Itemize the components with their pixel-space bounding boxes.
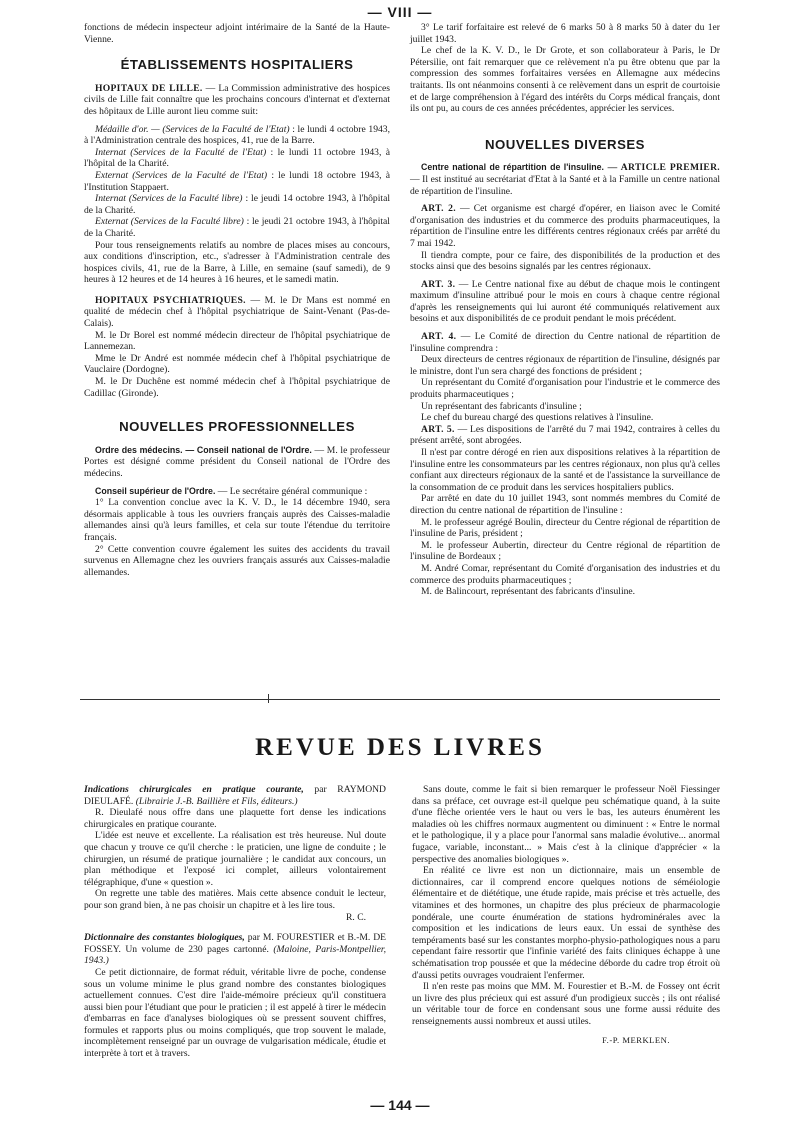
concours-label: Internat (Services de la Faculté libre): [95, 193, 243, 205]
concours-label: Internat (Services de la Faculté de l'Etat): [95, 146, 267, 158]
article-label: ART. 4.: [421, 331, 457, 343]
paragraph-psy-3: Mme le Dr André est nommée médecin chef à l'hôpital psychiatrique de Vauclaire (Dordogne).: [84, 352, 390, 376]
member-1: M. le professeur agrégé Boulin, directeur du Centre régional de répartition de l'insuline de Paris, président ;: [410, 516, 720, 540]
review-p1: Sans doute, comme le fait si bien remarquer le professeur Noël Fiessinger dans sa préface, cet ouvrage est-il quelque peu schématique quand, à la suite d'une flèche orientée vers le haut ou vers le bas, les auteurs énumèrent les maladies où les chiffres normaux augmentent ou diminuent : « Entre le normal et le pathologique, il y a place pour l'anormal sans maladie évolutive... anormal fugace, variable, inconstant... » Mais c'est à la clinique d'apprécier « la perspective des anomalies biologiques ».: [412, 784, 720, 865]
member-4: M. de Balincourt, représentant des fabricants d'insuline.: [421, 586, 636, 598]
paragraph-arrete: Par arrêté en date du 10 juillet 1943, sont nommés membres du Comité de direction du centre national de répartition de l'insuline :: [410, 493, 720, 516]
article-3: [410, 279, 720, 325]
paragraph-conseil-2: 2° Cette convention couvre également les suites des accidents du travail survenus en Allemagne chez les ouvriers français assurés aux Caisses-maladie allemandes.: [84, 543, 390, 578]
left-column: [84, 22, 390, 578]
article-text: — Le Centre national fixe au début de chaque mois le contingent maximum d'insuline attribué pour le mois en cours à chaque centre régional d'après les renseignements qui lui auront été communiqués relativement aux besoins et aux disponibilités de ce produit pendant le mois précédent.: [410, 278, 720, 325]
article-4: [410, 331, 720, 354]
article-5: [410, 424, 720, 447]
book-1-p3: On regrette une table des matières. Mais cette absence conduit le lecteur, pour son grand bien, à ne pas choisir un chapitre et à les lire tous.: [84, 888, 386, 911]
review-p3: Il n'en reste pas moins que MM. M. Fourestier et B.-M. de Fossey ont écrit un livre des plus précieux qui est assuré d'un prodigieux succès ; ils ont réalisé un véritable tour de force en condensant sous une forme aussi réduite des renseignements aussi nombreux et aussi utiles.: [412, 981, 720, 1027]
paragraph-psy-4: M. le Dr Duchêne est nommé médecin chef à l'hôpital psychiatrique de Cadillac (Gironde).: [84, 376, 390, 399]
paragraph-conseil-1: 1° La convention conclue avec la K. V. D., le 14 décembre 1940, sera désormais applicable à tous les ouvriers français auprès des Caisses-maladie allemandes ainsi qu'à leurs familles, et cela sur toute l'étendue du territoire français.: [84, 497, 390, 543]
paragraph-head: HOPITAUX PSYCHIATRIQUES.: [95, 294, 246, 306]
article-4d: Le chef du bureau chargé des questions relatives à l'insuline.: [421, 412, 654, 424]
article-label: ART. 5.: [421, 423, 455, 435]
book-1-signature: R. C.: [346, 911, 366, 923]
paragraph-text: — Il est institué au secrétariat d'Etat à la Santé et à la Famille un centre national de répartition de l'insuline.: [410, 173, 720, 197]
article-label: ART. 3.: [421, 278, 456, 290]
paragraph-psychiatriques: [84, 295, 390, 330]
paragraph-head: Conseil supérieur de l'Ordre.: [95, 485, 216, 496]
section-title-professionnelles: NOUVELLES PROFESSIONNELLES: [119, 419, 355, 435]
concours-text: : le jeudi 14 octobre 1943, à l'hôpital de la Charité.: [84, 193, 390, 216]
page-header-label: — VIII —: [367, 4, 433, 20]
member-2: M. le professeur Aubertin, directeur du Centre régional de répartition de l'insuline de Bordeaux ;: [410, 539, 720, 563]
member-3: M. André Comar, représentant du Comité d'organisation des industries et du commerce des produits pharmaceutiques ;: [410, 562, 720, 586]
book-title: Dictionnaire des constantes biologiques,: [84, 932, 245, 944]
intro-text: fonctions de médecin inspecteur adjoint intérimaire de la Santé de la Haute-Vienne.: [84, 22, 390, 45]
right-column: [410, 22, 720, 598]
section-title-diverses: NOUVELLES DIVERSES: [485, 136, 645, 152]
concours-label: Externat (Services de la Faculté de l'Etat): [95, 169, 268, 181]
book-1-p2: L'idée est neuve et excellente. La réalisation est très heureuse. Nul doute que chacun y trouve ce qu'il cherche : le praticien, une ligne de conduite ; le chirurgien, un résumé de pratique journalière ; le candidat aux concours, un plan méthodique et l'exposé ici complet, ailleurs volontairement télégraphique, d'une « question ».: [84, 830, 386, 888]
article-text: — Le Comité de direction du Centre national de répartition de l'insuline comprendra :: [410, 331, 720, 354]
article-2: [410, 203, 720, 249]
paragraph-head: HOPITAUX DE LILLE.: [95, 82, 203, 94]
concours-text: : le jeudi 21 octobre 1943, à l'hôpital de la Charité.: [84, 216, 390, 239]
revue-left-column: [84, 784, 386, 1060]
paragraph-psy-2: M. le Dr Borel est nommé médecin directeur de l'hôpital psychiatrique de Lannemezan.: [84, 329, 390, 353]
concours-item: [84, 124, 390, 147]
article-text: — Cet organisme est chargé d'opérer, en liaison avec le Comité d'organisation des industries et du commerce des produits pharmaceutiques, la répartition de l'insuline entre les différents centres régionaux créés par arrêté du 7 mai 1942.: [410, 203, 720, 249]
concours-item: [84, 216, 390, 239]
book-author: par M. FOURESTIER et B.-M. DE FOSSEY. Un volume de 230 pages cartonné.: [84, 932, 386, 955]
concours-item: [84, 170, 390, 193]
concours-text: : le lundi 18 octobre 1943, à l'Institution Stappaert.: [84, 169, 390, 193]
concours-text: : le lundi 11 octobre 1943, à l'hôpital de la Charité.: [84, 146, 391, 170]
review-p2: En réalité ce livre est non un dictionnaire, mais un ensemble de dictionnaires, car il comprend encore quelques notions de séméiologie élémentaire et de diététique, une étude rapide, mais précise et très actuelle, des vitamines et des hormones, un chapitre des plus précieux de pharmacologie pondérale, une courte énumération de stations hydrominérales avec la composition et les indications de leurs eaux. Un essai de synthèse des tempéraments basé sur les constantes morpho-physio-pathologiques nous a paru cependant faire ressortir que l'infinie variété des faits cliniques échappe à une schématisation trop poussée et que la médecine déborde du cadre trop étroit où d'aussi petits ouvrages voudraient l'enfermer.: [412, 865, 720, 981]
article-text: — Les dispositions de l'arrêté du 7 mai 1942, contraires à celles du présent arrêté, sont abrogées.: [410, 423, 720, 447]
article-5b: Il n'est par contre dérogé en rien aux dispositions relatives à la répartition de l'insuline entre les consommateurs par les centres régionaux, non plus qu'à celles confiant aux directeurs régionaux de la santé et de l'assistance la surveillance de la consommation de ce produit dans les services hospitaliers publics.: [410, 447, 720, 493]
article-4c: Un représentant des fabricants d'insuline ;: [421, 400, 582, 412]
article-label: ART. 2.: [421, 203, 456, 215]
concours-item: [84, 147, 390, 170]
article-4a: Deux directeurs de centres régionaux de répartition de l'insuline, désignés par le ministre, dont l'un sera chargé des fonctions de président ;: [410, 354, 720, 377]
article-4b: Un représentant du Comité d'organisation pour l'industrie et le commerce des produits pharmaceutiques ;: [410, 377, 720, 401]
paragraph-text: — La Commission administrative des hospices civils de Lille fait connaître que les prochains concours d'internat et d'externat des hôpitaux de Lille auront lieu comme suit:: [84, 82, 391, 117]
revue-title: REVUE DES LIVRES: [255, 734, 545, 761]
horizontal-rule: [80, 699, 720, 700]
paragraph-head: Ordre des médecins. — Conseil national de l'Ordre.: [95, 444, 312, 455]
paragraph-lille-info: Pour tous renseignements relatifs au nombre de places mises au concours, aux conditions d'inscription, etc., s'adresser à l'Administration centrale des hospices civils, 41, rue de la Barre, à Lille, en semaine (sauf samedi), de 9 heures à 12 heures et de 14 heures à 16 heures, et le samedi matin.: [84, 239, 390, 286]
paragraph-text: — M. le Dr Mans est nommé en qualité de médecin chef à l'hôpital psychiatrique de Saint-Venant (Pas-de-Calais).: [84, 294, 390, 330]
page-number: — 144 —: [370, 1097, 430, 1113]
book-publisher: (Maloine, Paris-Montpellier, 1943.): [84, 943, 387, 967]
review-signature: F.-P. MERKLEN.: [602, 1035, 670, 1046]
paragraph-head: Centre national de répartition de l'insuline.: [421, 162, 604, 173]
book-publisher: (Librairie J.-B. Baillière et Fils, éditeurs.): [135, 795, 298, 807]
concours-label: Médaille d'or. — (Services de la Faculté de l'Etat): [95, 123, 290, 135]
revue-right-column: [412, 784, 720, 1047]
book-author: par RAYMOND DIEULAFÉ.: [84, 784, 386, 807]
section-title-etablissements: ÉTABLISSEMENTS HOSPITALIERS: [120, 57, 354, 73]
book-2-heading: [84, 932, 386, 967]
paragraph-ordre: [84, 445, 390, 480]
book-title: Indications chirurgicales en pratique courante,: [84, 784, 304, 795]
book-1-heading: [84, 784, 386, 807]
article-label: — ARTICLE PREMIER.: [604, 162, 720, 174]
concours-item: [84, 193, 390, 216]
concours-text: : le lundi 4 octobre 1943, à l'Administration centrale des hospices, 41, rue de la Barre.: [84, 123, 390, 147]
paragraph-hopitaux-lille: [84, 83, 390, 118]
book-2-p1: Ce petit dictionnaire, de format réduit, véritable livre de poche, condense sous un volume minime le plus grand nombre des constantes biologiques actuellement connues. C'est dire l'aide-mémoire précieux qu'il constituera aussi bien pour l'étudiant que pour le praticien ; il est appelé à tirer le médecin d'embarras en face d'analyses biologiques où se pressent souvent chiffres, formules et rapports plus ou moins compliqués, que trop souvent le malade, incomplètement renseigné par un ouvrage de vulgarisation médicale, étudie et interprète à tort et à travers.: [84, 966, 386, 1060]
book-1-p1: R. Dieulafé nous offre dans une plaquette fort dense les indications chirurgicales en pratique courante.: [84, 807, 386, 830]
article-2b: Il tiendra compte, pour ce faire, des disponibilités de la production et des stocks ainsi que des besoins signalés par les centres régionaux.: [410, 249, 720, 273]
paragraph-conseil: [84, 486, 390, 498]
paragraph-insuline: [410, 162, 720, 197]
paragraph-kvd: Le chef de la K. V. D., le Dr Grote, et son collaborateur à Paris, le Dr Pétersilie, ont fait remarquer que ce relèvement n'a pu être obtenu que par la compression des sommes forfaitaires versées en Allemagne aux médecins traitants. Ils ont néanmoins consenti à ce relèvement dans un esprit de courtoisie et de large compréhension à l'égard des intérêts du Corps médical français, dont ils ont pu, au cours de ces années précédentes, apprécier les services.: [410, 45, 720, 115]
paragraph-text: — M. le professeur Portes est désigné comme président du Conseil national de l'Ordre des médecins.: [84, 444, 390, 479]
rule-tick-mark: [268, 694, 269, 703]
concours-label: Externat (Services de la Faculté libre): [95, 216, 244, 228]
paragraph-text: — Le secrétaire général communique :: [215, 485, 368, 497]
paragraph-tarif: 3° Le tarif forfaitaire est relevé de 6 marks 50 à 8 marks 50 à dater du 1er juillet 1943.: [410, 22, 720, 45]
book-1-signature-row: [84, 912, 386, 924]
